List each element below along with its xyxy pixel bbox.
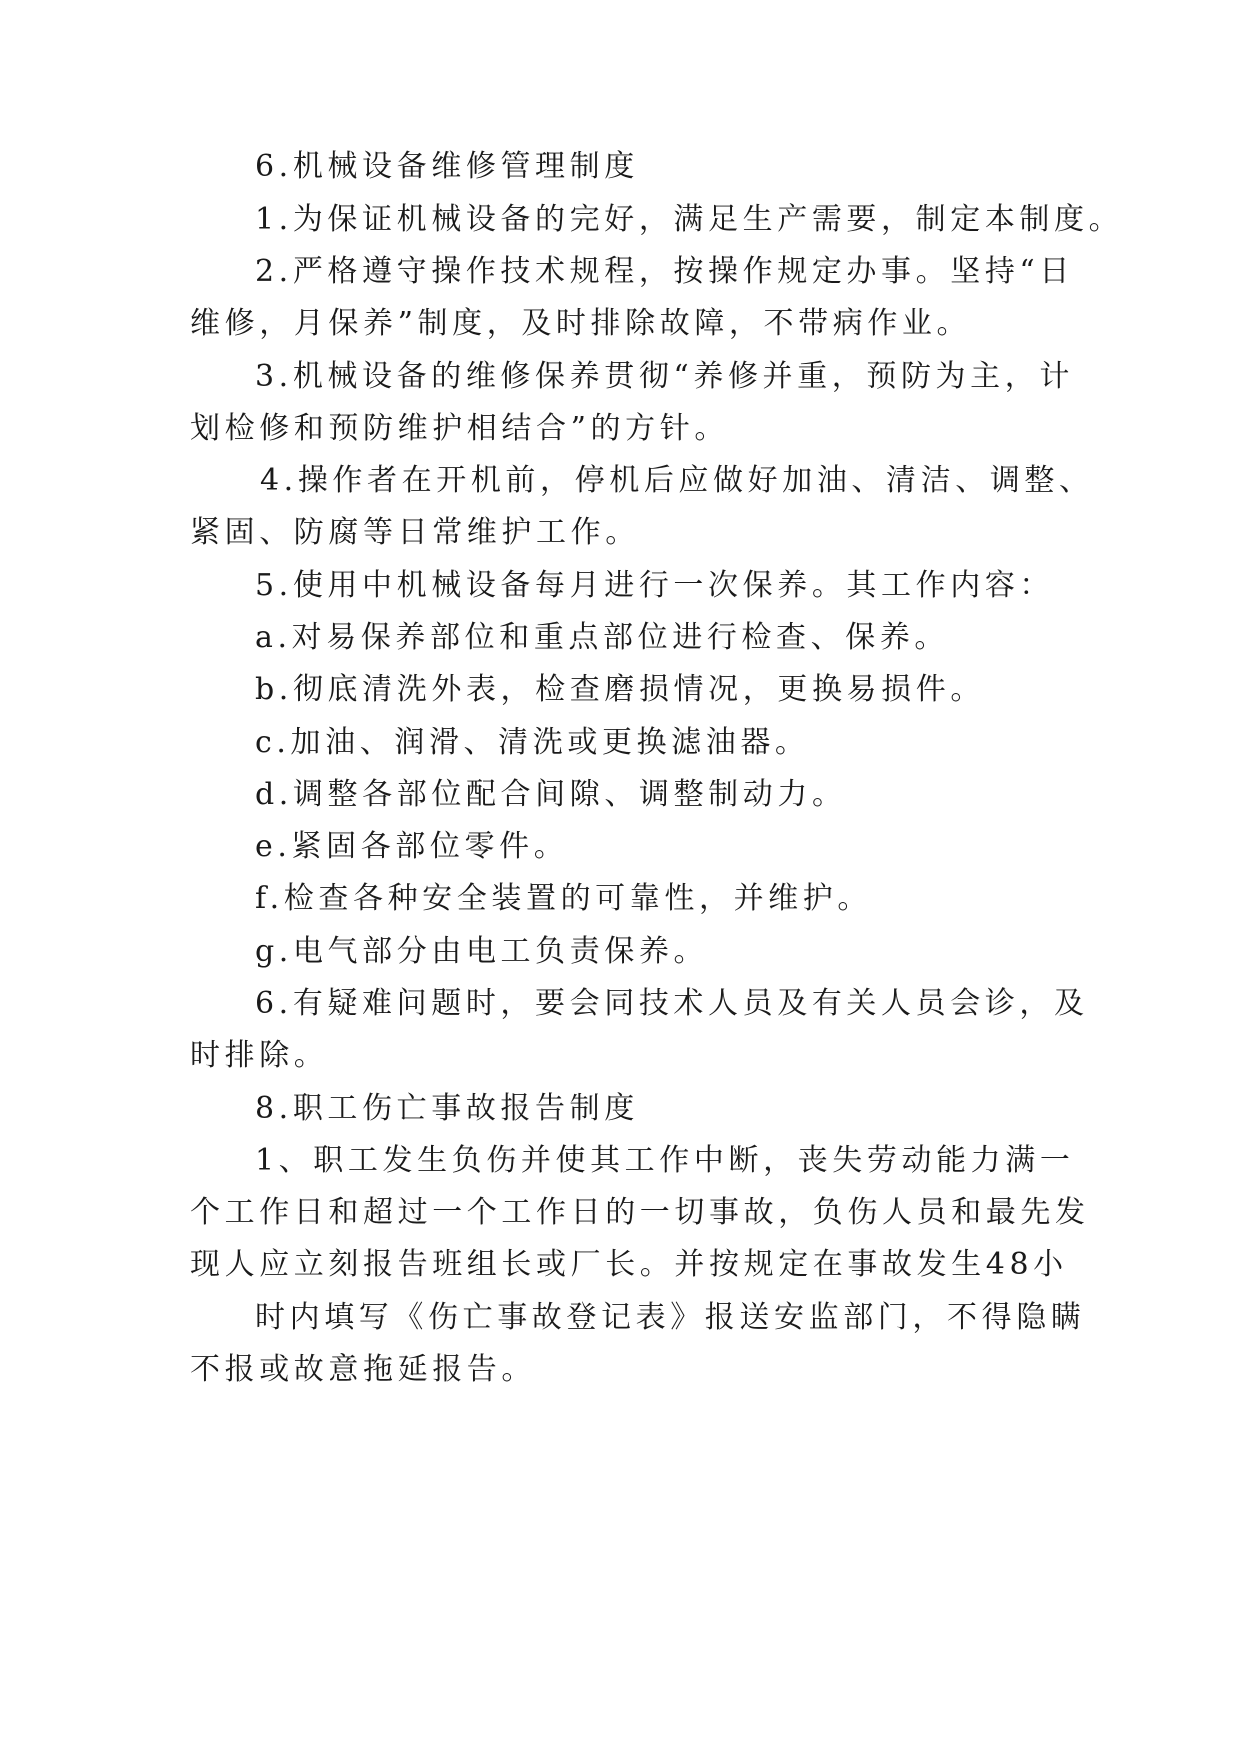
list-item: a.对易保养部位和重点部位进行检查、保养。 xyxy=(255,620,950,655)
list-item: e.紧固各部位零件。 xyxy=(255,829,569,864)
paragraph-line: 不报或故意拖延报告。 xyxy=(190,1352,536,1387)
list-item: b.彻底清洗外表，检查磨损情况，更换易损件。 xyxy=(255,672,985,707)
paragraph-line: 现人应立刻报告班组长或厂长。并按规定在事故发生48小 xyxy=(190,1247,1068,1282)
paragraph-line: 5.使用中机械设备每月进行一次保养。其工作内容： xyxy=(255,568,1055,603)
paragraph-line: 1.为保证机械设备的完好，满足生产需要，制定本制度。 xyxy=(255,202,1124,237)
paragraph-line: 划检修和预防维护相结合”的方针。 xyxy=(190,411,729,446)
list-item: g.电气部分由电工负责保养。 xyxy=(255,934,709,969)
paragraph-line: 4.操作者在开机前，停机后应做好加油、清洁、调整、 xyxy=(260,463,1094,498)
paragraph-line: 1、职工发生负伤并使其工作中断，丧失劳动能力满一 xyxy=(255,1143,1075,1178)
list-item: d.调整各部位配合间隙、调整制动力。 xyxy=(255,777,847,812)
list-item: c.加油、润滑、清洗或更换滤油器。 xyxy=(255,725,810,760)
paragraph-line: 时内填写《伤亡事故登记表》报送安监部门，不得隐瞒 xyxy=(255,1300,1086,1335)
paragraph-line: 3.机械设备的维修保养贯彻“养修并重，预防为主，计 xyxy=(255,359,1074,394)
paragraph-line: 时排除。 xyxy=(190,1038,329,1073)
list-item: f.检查各种安全装置的可靠性，并维护。 xyxy=(255,881,872,916)
section-heading: 6.机械设备维修管理制度 xyxy=(255,149,639,184)
section-heading: 8.职工伤亡事故报告制度 xyxy=(255,1091,639,1126)
paragraph-line: 2.严格遵守操作技术规程，按操作规定办事。坚持“日 xyxy=(255,254,1074,289)
paragraph-line: 6.有疑难问题时，要会同技术人员及有关人员会诊，及 xyxy=(255,986,1089,1021)
paragraph-line: 维修，月保养”制度，及时排除故障，不带病作业。 xyxy=(190,306,972,341)
paragraph-line: 紧固、防腐等日常维护工作。 xyxy=(190,515,640,550)
paragraph-line: 个工作日和超过一个工作日的一切事故，负伤人员和最先发 xyxy=(190,1195,1090,1230)
